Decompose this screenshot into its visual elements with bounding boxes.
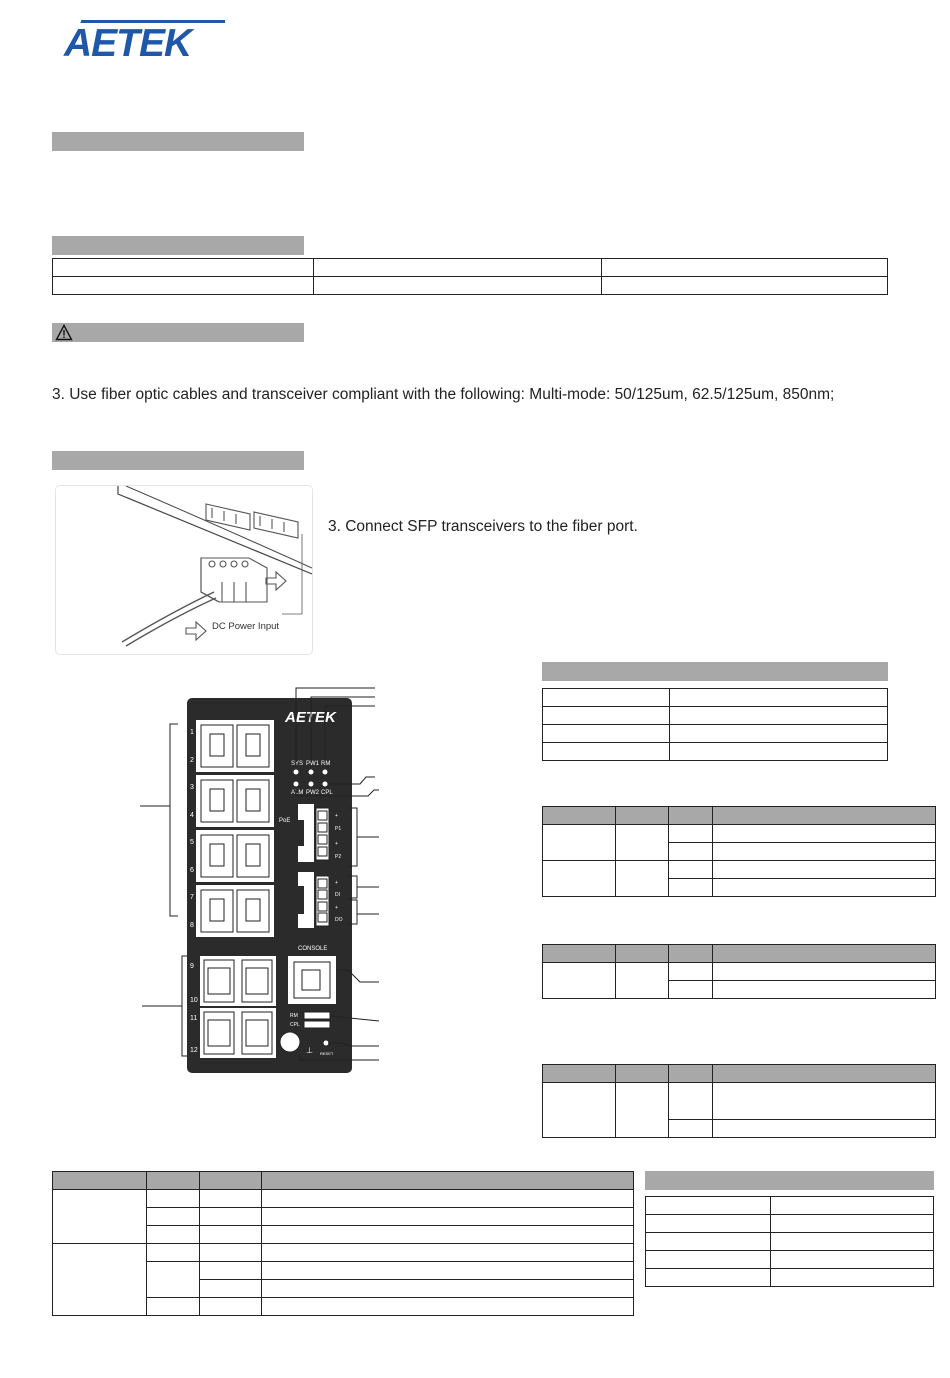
ground-icon: ⊥ xyxy=(306,1046,313,1055)
port-number: 6 xyxy=(190,867,194,874)
port-number: 1 xyxy=(190,729,194,736)
terminal-sign: + xyxy=(335,905,338,911)
table-row xyxy=(646,1251,934,1269)
port-number: 3 xyxy=(190,784,194,791)
table-header-row xyxy=(53,1172,634,1190)
section-bar-4 xyxy=(52,451,304,470)
dc-power-input-label: DC Power Input xyxy=(212,621,280,632)
table-header-row xyxy=(543,807,936,825)
port-led-table xyxy=(52,1171,634,1316)
led-rm xyxy=(323,770,328,775)
led-label-pw1: PW1 xyxy=(306,761,320,767)
table-row xyxy=(543,689,888,707)
table-row xyxy=(543,825,936,843)
led-table-c xyxy=(542,1064,936,1138)
section-bar-2 xyxy=(52,236,304,255)
spec-table-1 xyxy=(542,688,888,761)
warning-icon xyxy=(55,324,73,341)
brand-logo xyxy=(60,18,225,60)
table-row xyxy=(543,963,936,981)
table-row xyxy=(53,277,888,295)
table-header-row xyxy=(543,1065,936,1083)
sfp-number: 12 xyxy=(190,1047,198,1054)
section-bar-6 xyxy=(645,1171,934,1190)
sfp-number: 10 xyxy=(190,997,198,1004)
terminal-label: DI xyxy=(335,892,340,898)
table-row xyxy=(543,1083,936,1120)
terminal-sign: + xyxy=(335,880,338,886)
terminal-label: DO xyxy=(335,917,343,923)
console-label: CONSOLE xyxy=(298,946,328,952)
sfp-number: 11 xyxy=(190,1015,198,1022)
dc-power-input-illustration xyxy=(56,486,312,654)
caution-section-bar xyxy=(52,323,304,342)
led-label-cpl: CPL xyxy=(321,790,333,796)
led-table-b xyxy=(542,944,936,999)
aetek-logo xyxy=(60,18,225,60)
led-label-rm: RM xyxy=(321,761,331,767)
console-port xyxy=(288,956,336,1004)
table-row xyxy=(53,1244,634,1262)
table-row xyxy=(543,725,888,743)
section-bar-5 xyxy=(542,662,888,681)
led-label-pw2: PW2 xyxy=(306,790,320,796)
port-number: 8 xyxy=(190,922,194,929)
installation-step-3: 3. Connect SFP transceivers to the fiber port. xyxy=(328,518,638,535)
rm-switch-label: RM xyxy=(290,1013,298,1019)
table-row xyxy=(646,1197,934,1215)
table-row xyxy=(53,259,888,277)
table-row xyxy=(646,1215,934,1233)
terminal-sign: + xyxy=(335,841,338,847)
device-front-panel-diagram xyxy=(130,680,390,1080)
led-sys xyxy=(294,770,299,775)
cpl-switch xyxy=(304,1021,330,1028)
table-row xyxy=(646,1233,934,1251)
port-number: 5 xyxy=(190,839,194,846)
led-pw1 xyxy=(309,770,314,775)
port-number: 4 xyxy=(190,812,194,819)
reset-button xyxy=(324,1041,329,1046)
sfp-number: 9 xyxy=(190,963,194,970)
terminal-label: P2 xyxy=(335,854,342,860)
led-alm xyxy=(294,782,299,787)
table-row xyxy=(646,1269,934,1287)
section-bar-1 xyxy=(52,132,304,151)
table-row xyxy=(543,743,888,761)
caution-item-3: 3. Use fiber optic cables and transceiver compliant with the following: Multi-mode: 50/125um, 62.5/125um, 850nm; xyxy=(52,386,835,403)
table-row xyxy=(543,861,936,879)
terminal-label: P1 xyxy=(335,826,342,832)
installation-figure xyxy=(55,485,313,655)
package-table xyxy=(52,258,888,295)
ground-screw xyxy=(280,1032,300,1052)
reset-label: RESET xyxy=(320,1051,334,1056)
device-logo: AETEK xyxy=(285,709,336,726)
led-pw2 xyxy=(309,782,314,787)
table-header-row xyxy=(543,945,936,963)
spec-table-2 xyxy=(645,1196,934,1287)
port-number: 2 xyxy=(190,757,194,764)
terminal-sign: + xyxy=(335,813,338,819)
table-row xyxy=(543,707,888,725)
port-number: 7 xyxy=(190,894,194,901)
led-label-sys: SYS xyxy=(291,761,304,767)
table-row xyxy=(53,1190,634,1208)
led-label-alm: ALM xyxy=(291,790,304,796)
rm-switch xyxy=(304,1012,330,1019)
poe-label: PoE xyxy=(279,818,291,824)
cpl-switch-label: CPL xyxy=(290,1022,300,1028)
logo-text: AETEK xyxy=(64,22,192,60)
led-cpl xyxy=(323,782,328,787)
led-table-a xyxy=(542,806,936,897)
